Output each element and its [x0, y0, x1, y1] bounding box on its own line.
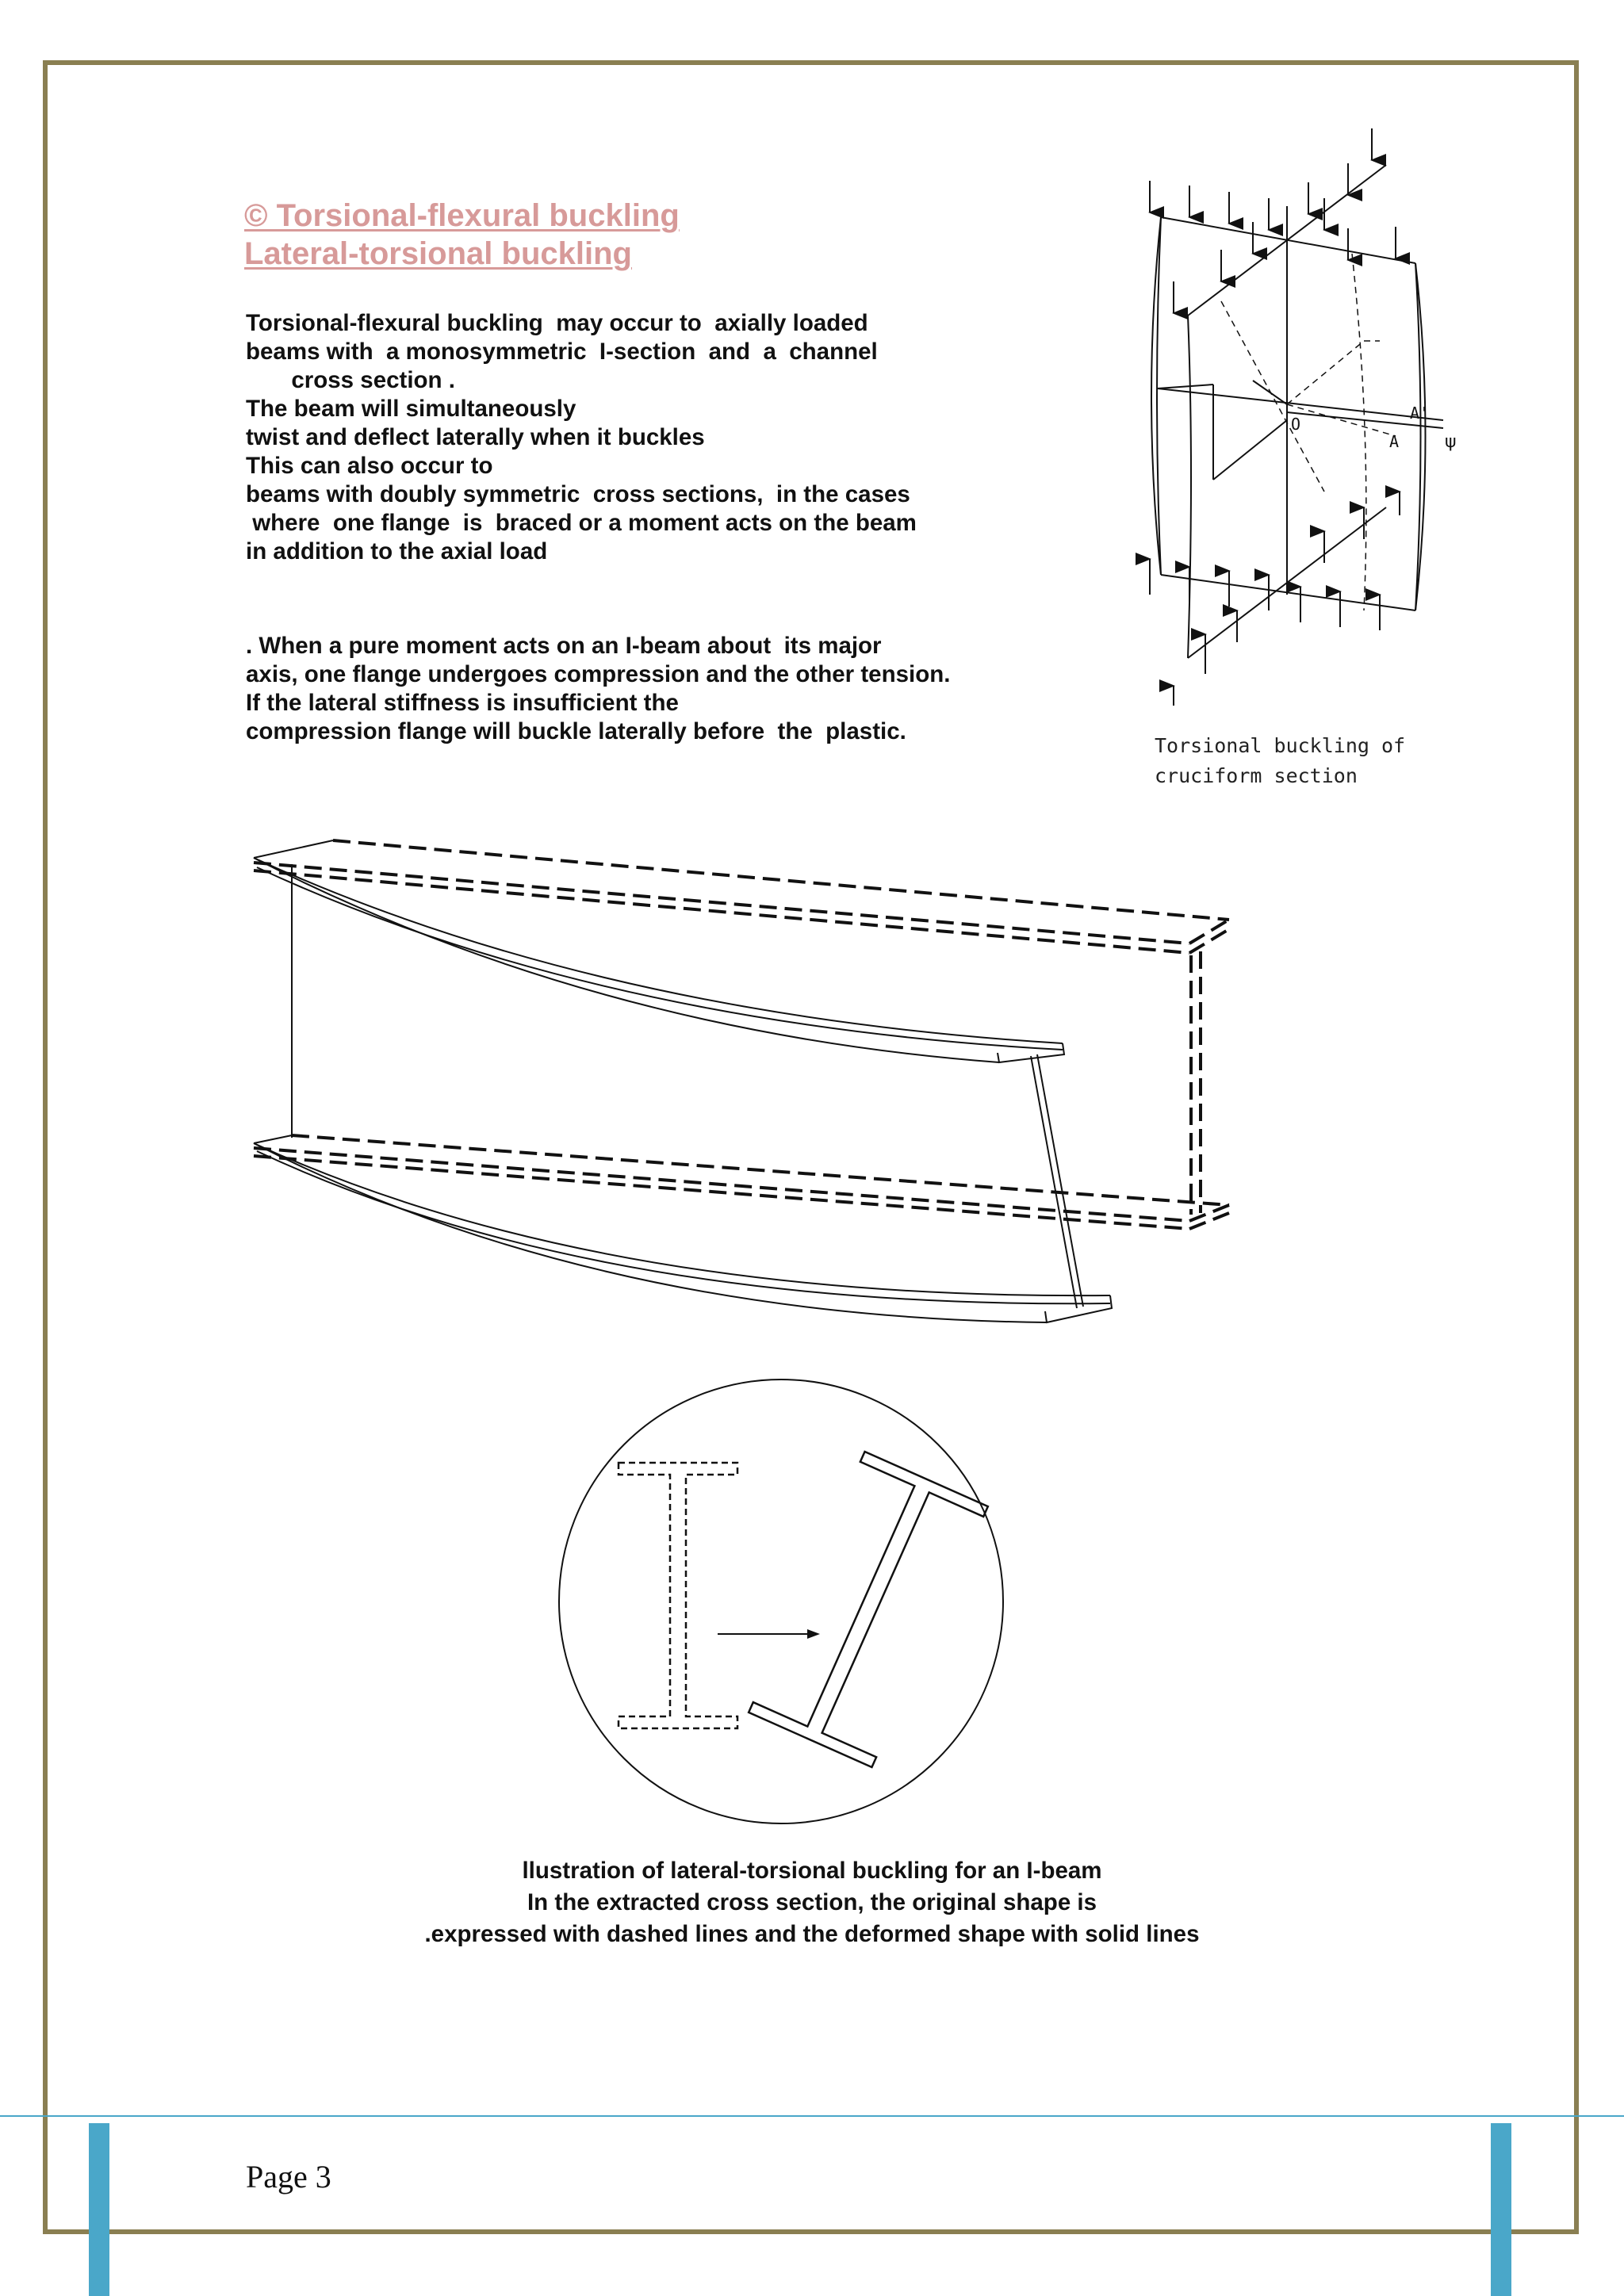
- paragraph-line: . When a pure moment acts on an I-beam about its major: [246, 633, 882, 659]
- caption-line: cruciform section: [1155, 764, 1358, 787]
- paragraph-line: If the lateral stiffness is insufficient the: [246, 690, 679, 716]
- paragraph-line: beams with doubly symmetric cross sections, in the cases: [246, 481, 910, 507]
- label-o: O: [1291, 415, 1301, 434]
- caption-line: In the extracted cross section, the original shape is: [527, 1889, 1097, 1915]
- paragraph-line: in addition to the axial load: [246, 538, 548, 564]
- caption-line: .expressed with dashed lines and the deformed shape with solid lines: [424, 1921, 1200, 1947]
- paragraph-line: twist and deflect laterally when it buckles: [246, 424, 705, 450]
- footer-right-tab: [1491, 2123, 1511, 2296]
- heading-line-1: © Torsional-flexural buckling: [244, 198, 680, 233]
- paragraph-line: compression flange will buckle laterally before the plastic.: [246, 718, 906, 744]
- footer-divider: [0, 2115, 1624, 2117]
- heading-line-2: Lateral-torsional buckling: [244, 236, 632, 271]
- section-heading: [244, 197, 680, 273]
- caption-line: Torsional buckling of: [1155, 734, 1406, 757]
- footer-left-tab: [89, 2123, 109, 2296]
- label-a-prime: A': [1410, 404, 1430, 423]
- i-beam-buckling-figure: [238, 825, 1253, 1348]
- paragraph-pure-moment: [246, 632, 950, 746]
- paragraph-line: beams with a monosymmetric I-section and a channel: [246, 339, 878, 365]
- paragraph-torsional-flexural: [246, 309, 917, 566]
- paragraph-line: Torsional-flexural buckling may occur to axially loaded: [246, 310, 868, 336]
- paragraph-line: where one flange is braced or a moment acts on the beam: [246, 510, 917, 536]
- paragraph-line: This can also occur to: [246, 453, 493, 479]
- cruciform-figure-caption: [1155, 731, 1405, 791]
- paragraph-line: The beam will simultaneously: [246, 396, 576, 422]
- caption-line: llustration of lateral-torsional buckling for an I-beam: [522, 1858, 1102, 1884]
- label-a: A: [1389, 432, 1400, 451]
- beam-figure-caption: [0, 1855, 1624, 1950]
- cruciform-buckling-figure: [1126, 119, 1491, 706]
- paragraph-line: axis, one flange undergoes compression and the other tension.: [246, 661, 951, 687]
- paragraph-line: cross section .: [246, 367, 455, 393]
- label-psi: ψ: [1445, 432, 1457, 452]
- cross-section-figure: [555, 1376, 1007, 1827]
- page-number: Page 3: [246, 2159, 331, 2195]
